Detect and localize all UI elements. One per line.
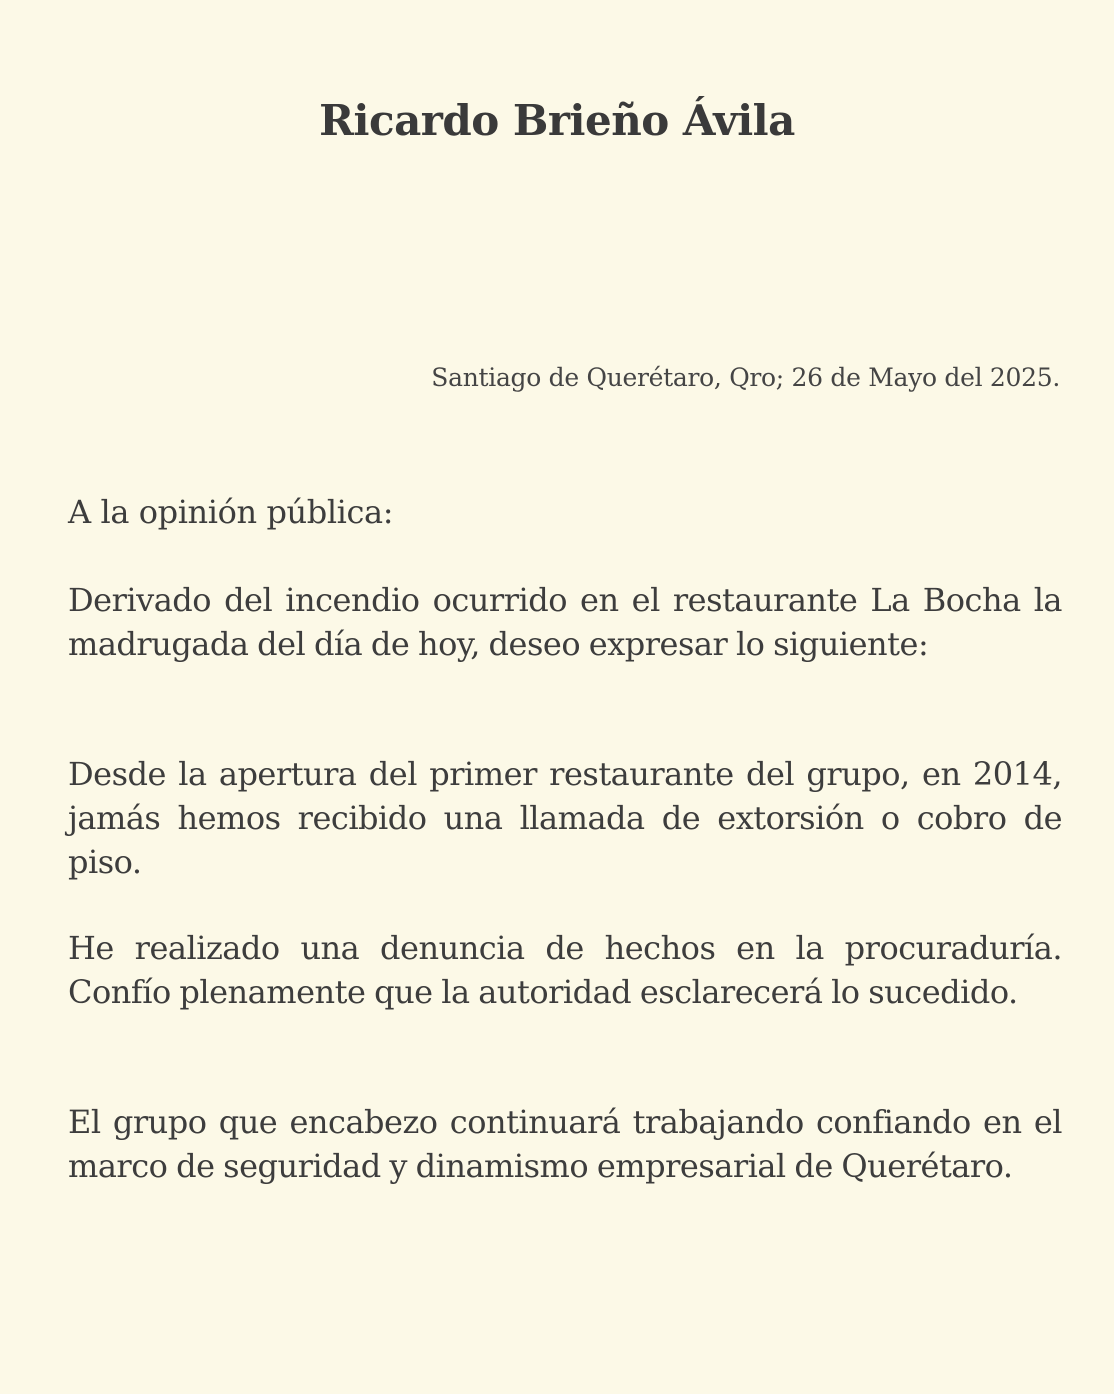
salutation: A la opinión pública:	[68, 493, 394, 531]
paragraph-no-extortion: Desde la apertura del primer restaurante del grupo, en 2014, jamás hemos recibido una llamada de extorsión o cobro de piso.	[68, 755, 1062, 881]
author-name: Ricardo Brieño Ávila	[319, 96, 795, 145]
dateline: Santiago de Querétaro, Qro; 26 de Mayo del 2025.	[431, 363, 1060, 392]
paragraph-complaint-filed: He realizado una denuncia de hechos en la procuraduría. Confío plenamente que la autoridad esclarecerá lo sucedido.	[68, 929, 1062, 1011]
paragraph-group-continues: El grupo que encabezo continuará trabajando confiando en el marco de seguridad y dinamismo empresarial de Querétaro.	[68, 1103, 1062, 1185]
paragraph-incident: Derivado del incendio ocurrido en el restaurante La Bocha la madrugada del día de hoy, deseo expresar lo siguiente:	[68, 581, 1062, 663]
